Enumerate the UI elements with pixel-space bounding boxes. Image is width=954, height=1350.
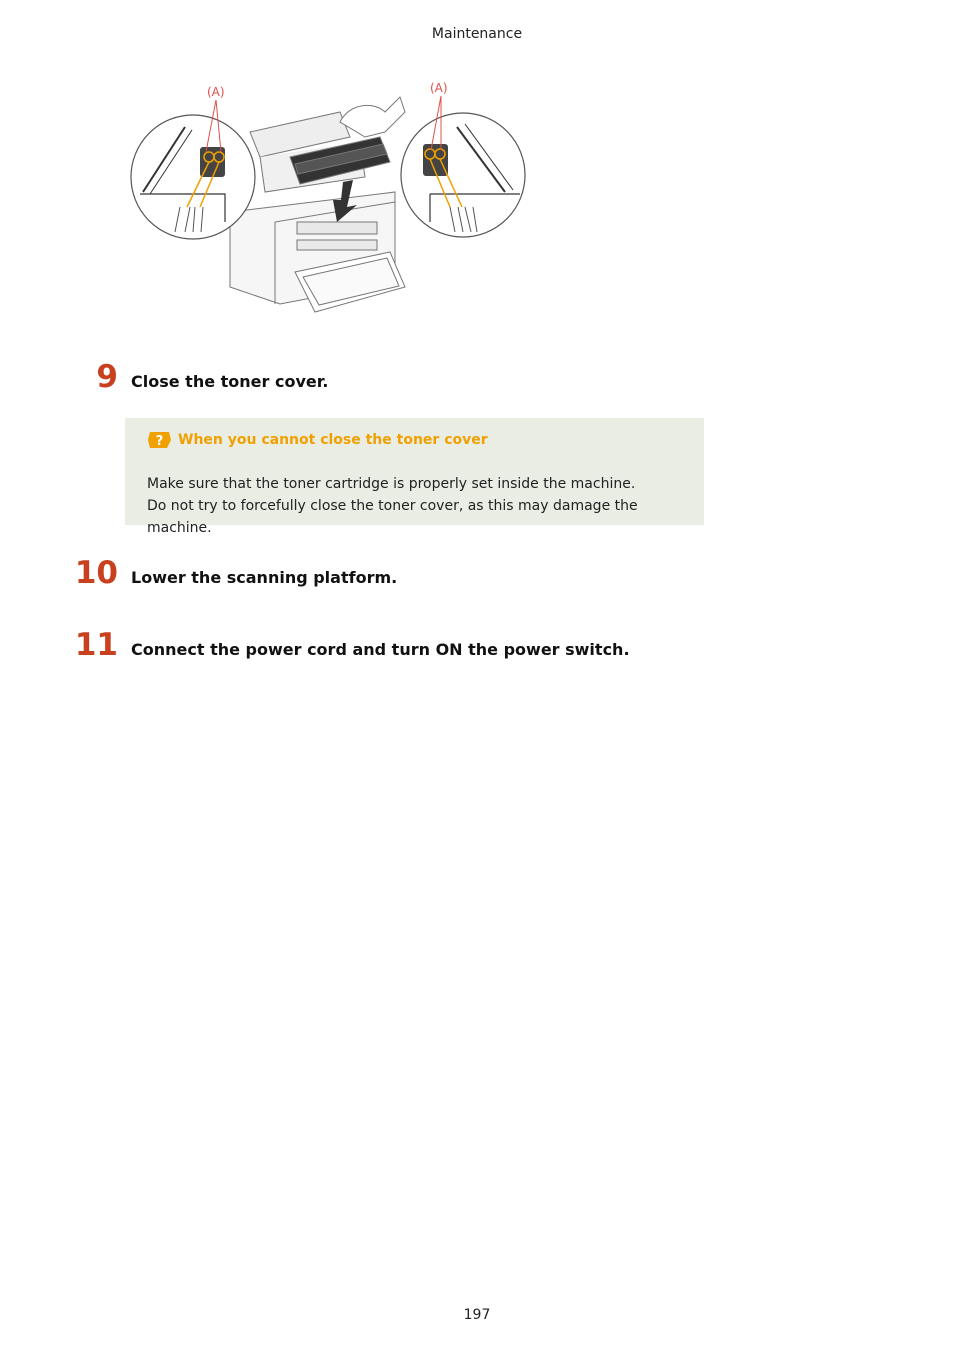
note-box bbox=[125, 418, 704, 536]
printer-illustration bbox=[125, 72, 530, 322]
note-title bbox=[147, 430, 488, 450]
note-body bbox=[147, 473, 704, 539]
step-instruction: Close the toner cover. bbox=[131, 372, 329, 391]
step-number: 11 bbox=[74, 627, 118, 663]
step-number: 10 bbox=[74, 555, 118, 591]
page-header: Maintenance bbox=[431, 26, 523, 42]
note-title-text: When you cannot close the toner cover bbox=[178, 432, 488, 448]
toner-cartridge-illustration bbox=[125, 72, 530, 322]
left-detail-circle bbox=[131, 115, 255, 239]
callout-label-right: (A) bbox=[430, 81, 448, 95]
svg-text:?: ? bbox=[155, 434, 164, 449]
printer-body bbox=[230, 97, 405, 312]
page-number: 197 bbox=[463, 1307, 491, 1323]
step-10 bbox=[60, 555, 398, 591]
step-9 bbox=[60, 359, 329, 395]
question-icon bbox=[147, 430, 172, 450]
note-line: Make sure that the toner cartridge is properly set inside the machine. bbox=[147, 476, 636, 492]
step-number: 9 bbox=[96, 359, 118, 395]
note-line: Do not try to forcefully close the toner cover, as this may damage the machine. bbox=[147, 498, 638, 536]
right-detail-circle bbox=[401, 113, 525, 237]
step-11 bbox=[60, 627, 630, 663]
callout-label-left: (A) bbox=[207, 85, 225, 99]
step-instruction: Lower the scanning platform. bbox=[131, 568, 398, 587]
step-instruction: Connect the power cord and turn ON the power switch. bbox=[131, 640, 630, 659]
